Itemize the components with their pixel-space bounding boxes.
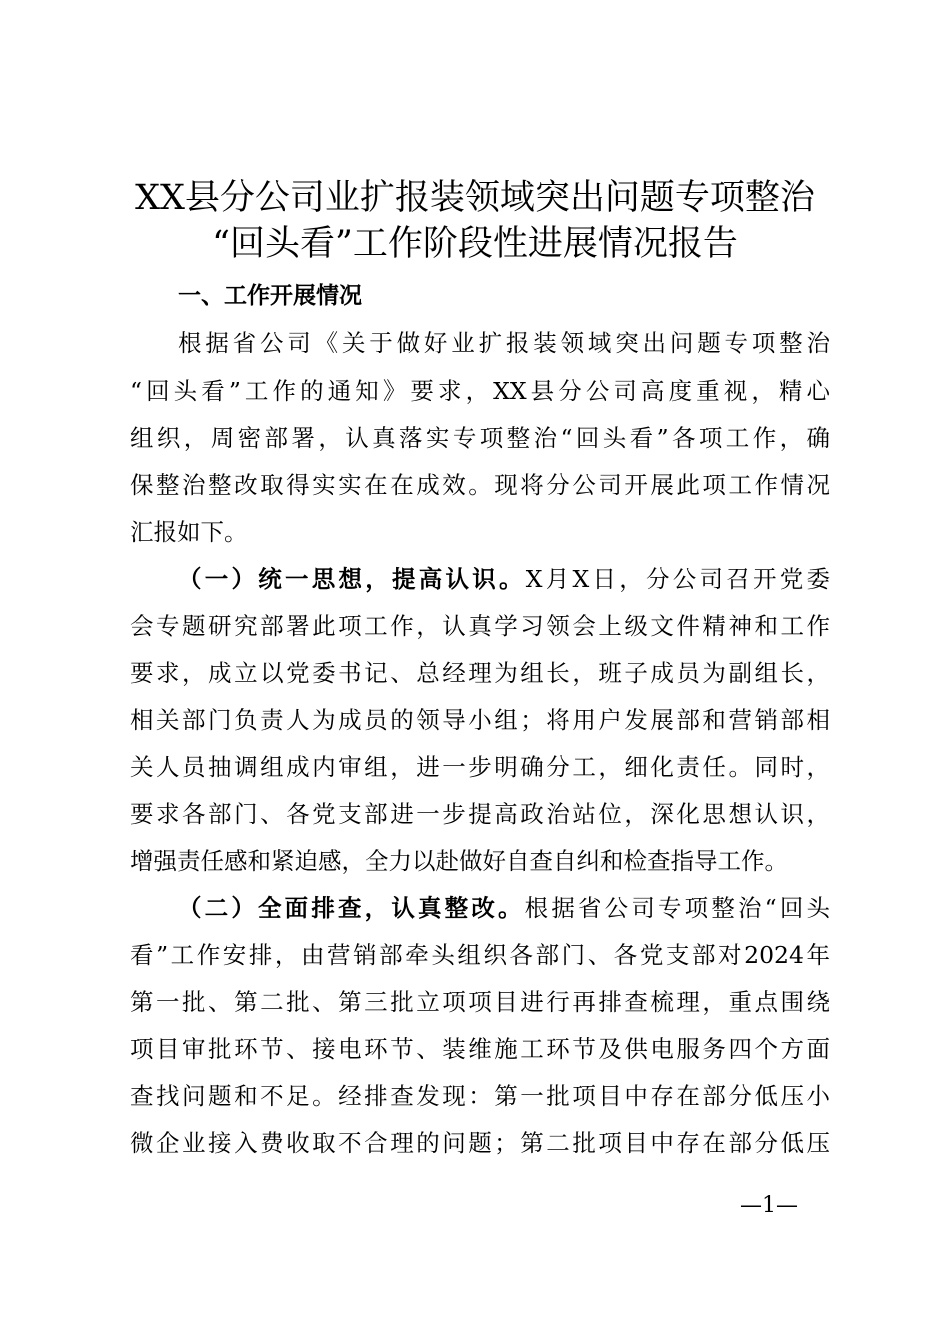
- paragraph-3-line1-text: 根据省公司专项整治“回头: [524, 894, 831, 922]
- paragraph-2-line: 要求各部门、各党支部进一步提高政治站位，深化思想认识，: [130, 800, 830, 828]
- paragraph-2-lead: （一）统一思想，提高认识。: [178, 565, 526, 593]
- paragraph-2-line: 相关部门负责人为成员的领导小组；将用户发展部和营销部相: [130, 706, 830, 734]
- paragraph-3-line: 微企业接入费收取不合理的问题；第二批项目中存在部分低压: [130, 1129, 830, 1157]
- paragraph-1-line: 组织，周密部署，认真落实专项整治“回头看”各项工作，确: [130, 424, 830, 452]
- paragraph-3-lead: （二）全面排查，认真整改。: [178, 894, 525, 922]
- paragraph-1-line: “回头看”工作的通知》要求，XX县分公司高度重视，精心: [130, 377, 830, 405]
- paragraph-3-line: 查找问题和不足。经排查发现：第一批项目中存在部分低压小: [130, 1082, 830, 1110]
- paragraph-2-line1-text: X月X日，分公司召开党委: [525, 565, 831, 593]
- document-title-line-1: XX县分公司业扩报装领域突出问题专项整治: [135, 178, 815, 218]
- paragraph-3-line: 第一批、第二批、第三批立项项目进行再排查梳理，重点围绕: [130, 988, 830, 1016]
- paragraph-1-line: 保整治整改取得实实在在成效。现将分公司开展此项工作情况: [130, 471, 830, 499]
- paragraph-2-line: 会专题研究部署此项工作，认真学习领会上级文件精神和工作: [130, 612, 830, 640]
- paragraph-3-line: 看”工作安排，由营销部牵头组织各部门、各党支部对2024年: [130, 941, 830, 969]
- paragraph-3-line: 项目审批环节、接电环节、装维施工环节及供电服务四个方面: [130, 1035, 830, 1063]
- paragraph-2-line: 要求，成立以党委书记、总经理为组长，班子成员为副组长，: [130, 659, 830, 687]
- paragraph-2-line: 增强责任感和紧迫感，全力以赴做好自查自纠和检查指导工作。: [130, 847, 788, 875]
- page-number: —1—: [740, 1193, 798, 1218]
- paragraph-2-line: 关人员抽调组成内审组，进一步明确分工，细化责任。同时，: [130, 753, 830, 781]
- paragraph-2-first-line: [178, 562, 830, 596]
- paragraph-1-line: 汇报如下。: [130, 518, 248, 546]
- paragraph-3-first-line: [178, 891, 830, 925]
- section-heading: 一、工作开展情况: [178, 283, 362, 309]
- paragraph-1-line: 根据省公司《关于做好业扩报装领域突出问题专项整治: [178, 329, 830, 357]
- document-title-line-2: “回头看”工作阶段性进展情况报告: [212, 224, 738, 264]
